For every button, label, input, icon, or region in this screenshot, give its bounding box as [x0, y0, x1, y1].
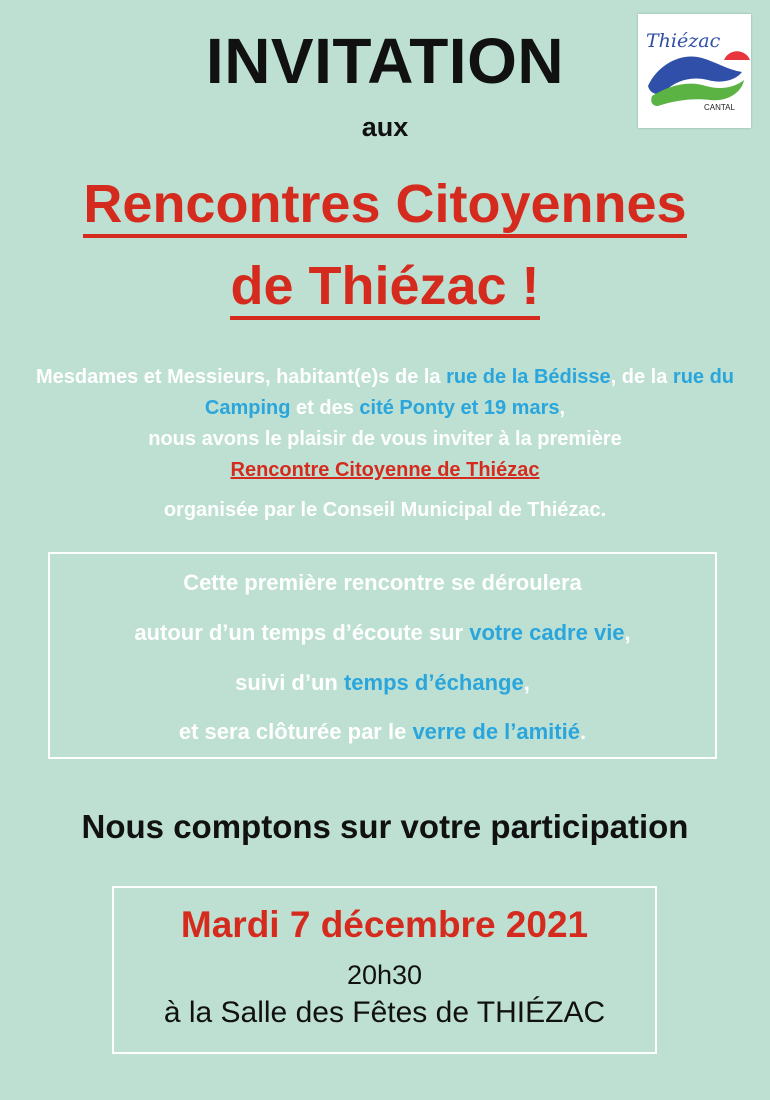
- intro-paragraph: [30, 362, 740, 526]
- event-title-line1-text: Rencontres Citoyennes: [83, 174, 686, 238]
- thiezac-logo: [638, 14, 751, 128]
- program-line-3-punct: ,: [523, 670, 530, 695]
- intro-text-1: Mesdames et Messieurs, habitant(e)s de la: [35, 366, 447, 388]
- aux-text: aux: [361, 112, 409, 142]
- echange-highlight: temps d’échange: [343, 670, 524, 695]
- event-place: à la Salle des Fêtes de THIÉZAC: [163, 996, 606, 1029]
- logo-graphic: [638, 14, 751, 128]
- event-title-line2-text: de Thiézac !: [230, 256, 539, 320]
- intro-text-3: et des: [290, 397, 360, 419]
- street-ponty: cité Ponty et 19 mars: [359, 397, 560, 419]
- logo-sun: [724, 51, 750, 60]
- amitie-highlight: verre de l’amitié: [412, 719, 580, 744]
- program-line-4-text: et sera clôturée par le: [178, 719, 413, 744]
- intro-text-2: , de la: [610, 366, 673, 388]
- intro-text-4: ,: [559, 397, 566, 419]
- logo-subtext: CANTAL: [704, 103, 735, 112]
- program-line-2-punct: ,: [624, 620, 631, 645]
- organizer-text: organisée par le Conseil Municipal de Thiézac.: [163, 499, 607, 521]
- invitation-title: INVITATION: [205, 25, 565, 97]
- program-line-2-text: autour d’un temps d’écoute sur: [134, 620, 470, 645]
- event-title-line1: [0, 174, 770, 234]
- program-line-4-punct: .: [579, 719, 587, 744]
- program-line-1-text: Cette première rencontre se déroulera: [183, 570, 582, 595]
- street-bedisse: rue de la Bédisse: [446, 366, 611, 388]
- program-line-3-text: suivi d’un: [235, 670, 344, 695]
- street-camping: rue du Camping: [204, 366, 735, 419]
- event-details-box: [112, 886, 657, 1054]
- event-title-line2: [0, 256, 770, 316]
- participation-text: Nous comptons sur votre participation: [81, 808, 689, 845]
- program-line-1: [50, 570, 715, 596]
- logo-text: Thiézac: [646, 30, 721, 52]
- program-line-2: [50, 620, 715, 646]
- program-line-3: [50, 670, 715, 696]
- intro-text-5: nous avons le plaisir de vous inviter à la première: [148, 428, 622, 450]
- event-time: 20h30: [346, 960, 423, 990]
- program-box: [48, 552, 717, 759]
- program-line-4: [50, 719, 715, 745]
- cadre-vie-highlight: votre cadre vie: [469, 620, 625, 645]
- event-date: Mardi 7 décembre 2021: [180, 904, 589, 945]
- rencontre-link-text: Rencontre Citoyenne de Thiézac: [230, 459, 540, 481]
